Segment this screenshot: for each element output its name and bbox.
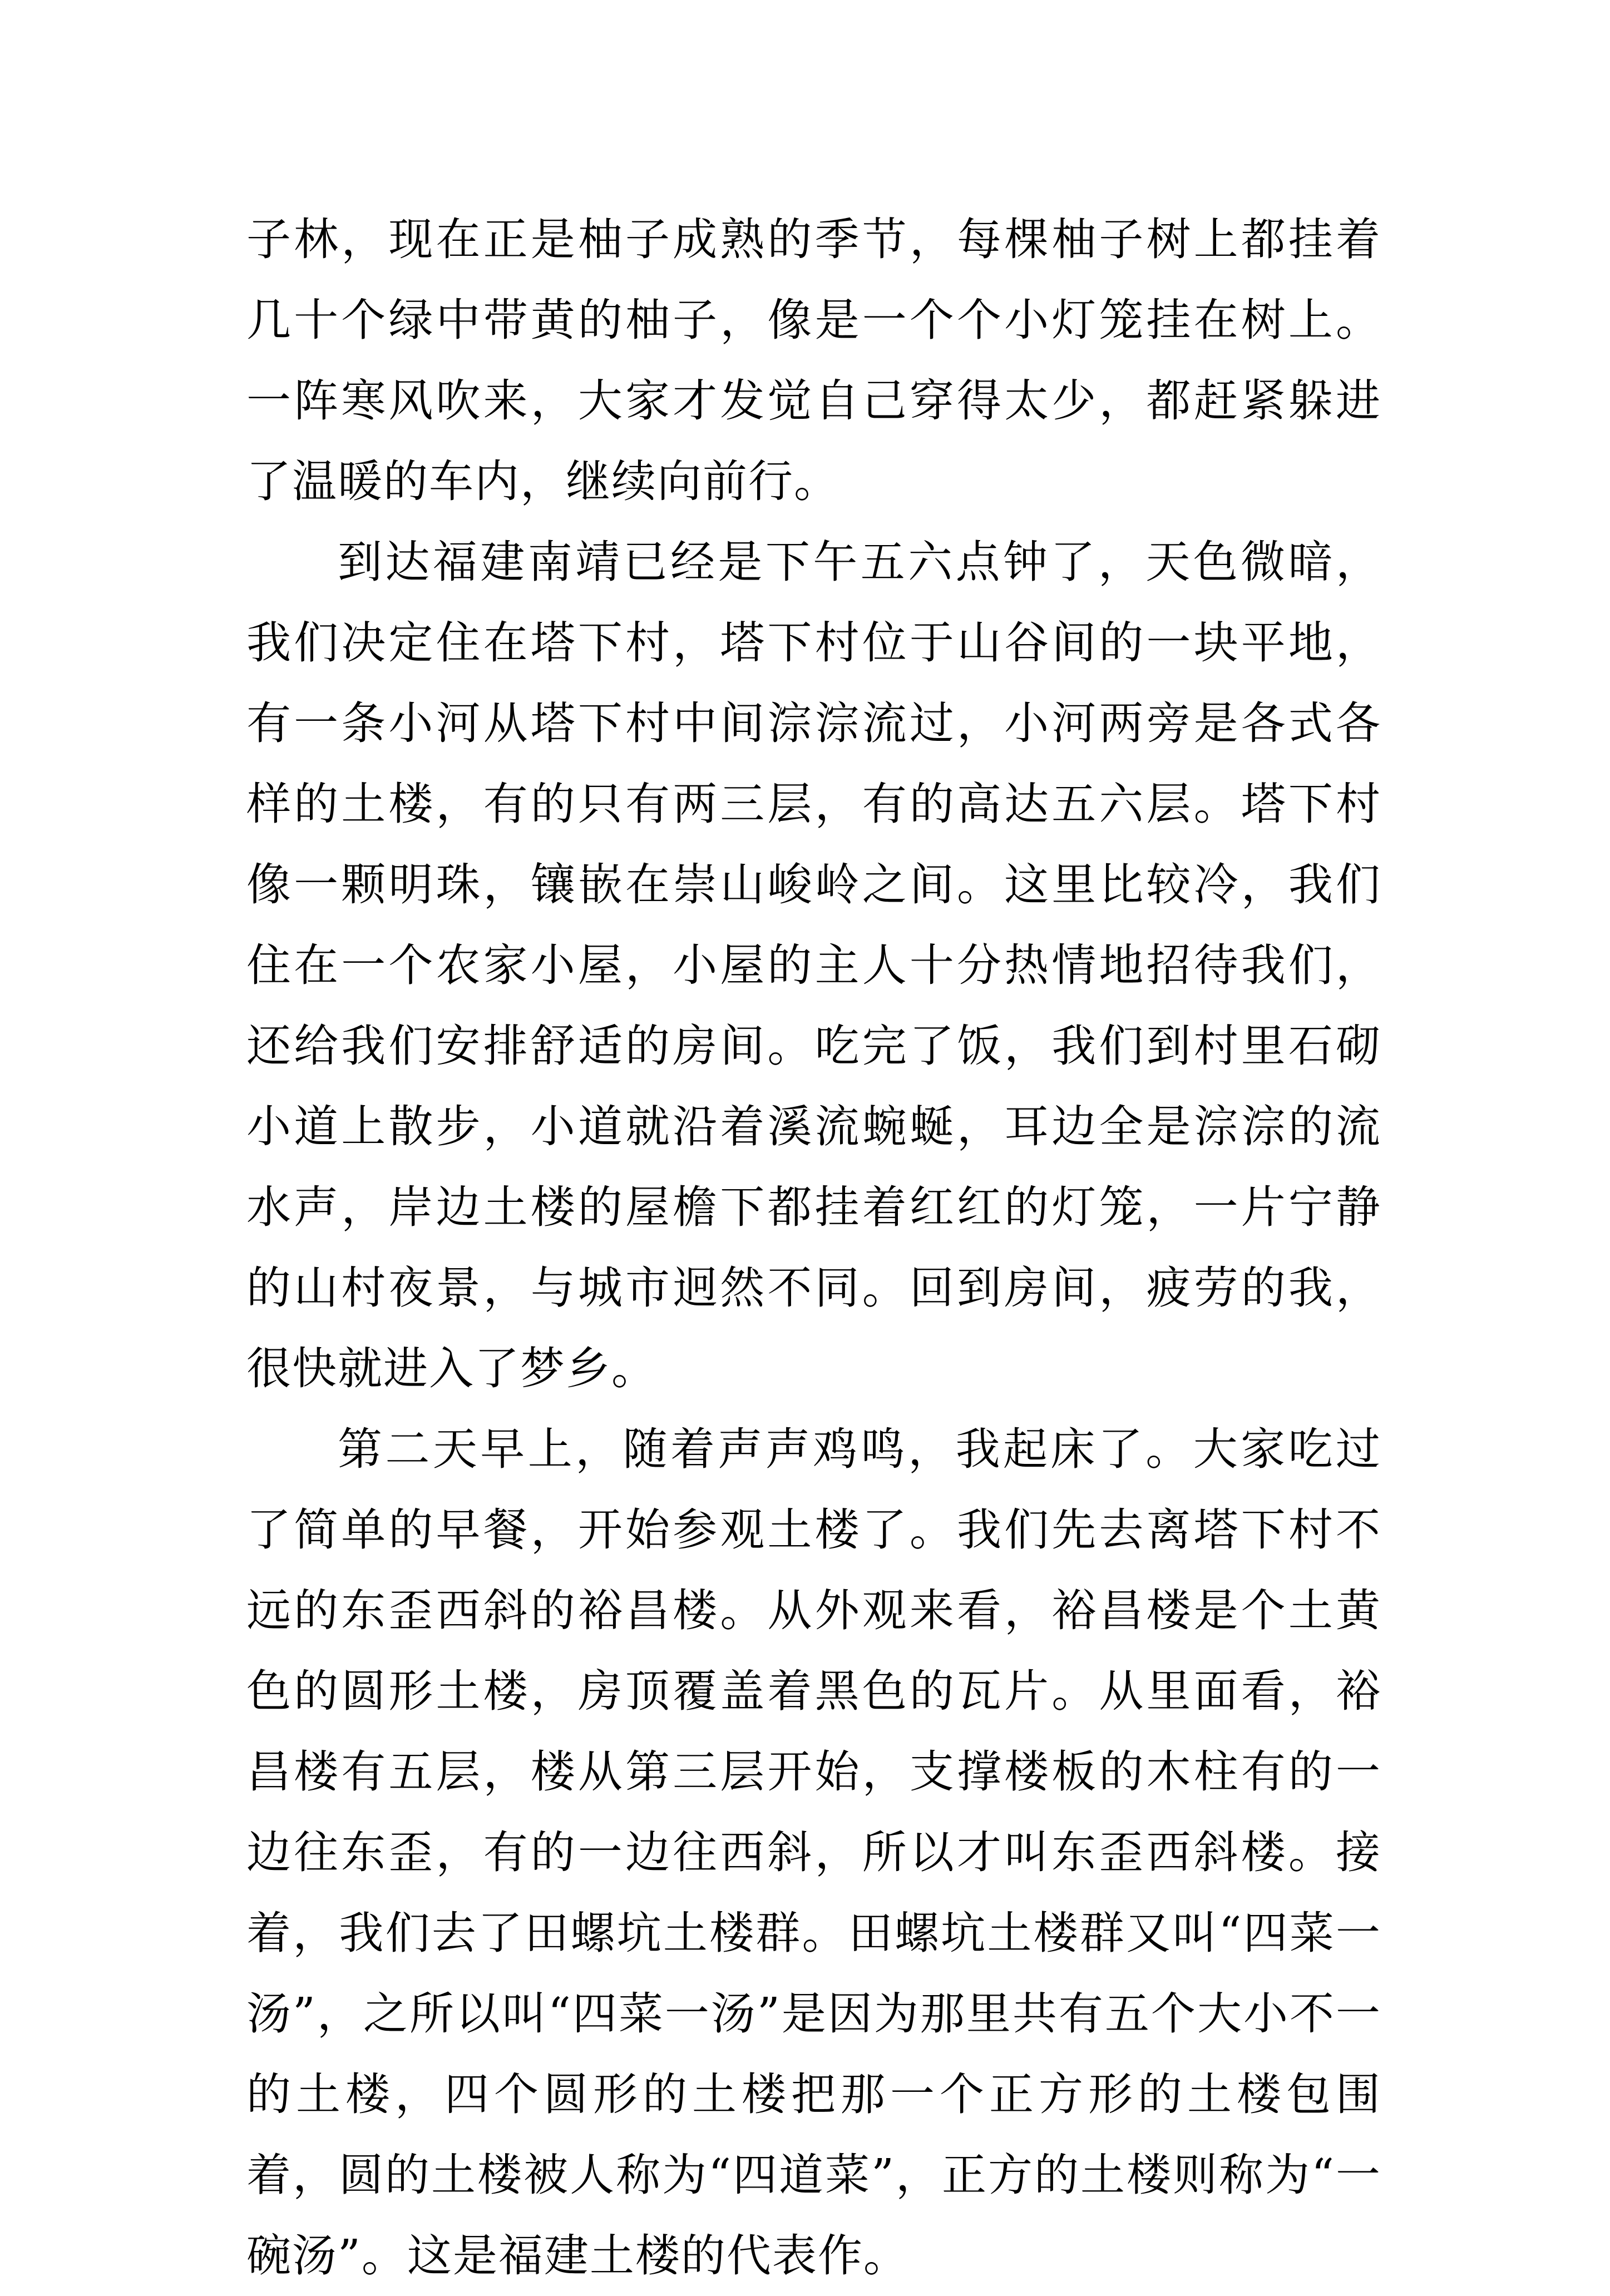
- paragraph-1: 子林，现在正是柚子成熟的季节，每棵柚子树上都挂着几十个绿中带黄的柚子，像是一个个小灯笼挂在树上。一阵寒风吹来，大家才发觉自己穿得太少，都赶紧躲进了温暖的车内，继续向前行。: [246, 214, 1381, 507]
- paragraph-3: 第二天早上，随着声声鸡鸣，我起床了。大家吃过了简单的早餐，开始参观土楼了。我们先去离塔下村不远的东歪西斜的裕昌楼。从外观来看，裕昌楼是个土黄色的圆形土楼，房顶覆盖着黑色的瓦片。从里面看，裕昌楼有五层，楼从第三层开始，支撑楼板的木柱有的一边往东歪，有的一边往西斜，所以才叫东歪西斜楼。接着，我们去了田螺坑土楼群。田螺坑土楼群又叫“四菜一汤”，之所以叫“四菜一汤”是因为那里共有五个大小不一的土楼，四个圆形的土楼把那一个正方形的土楼包围着，圆的土楼被人称为“四道菜”，正方的土楼则称为“一碗汤”。这是福建土楼的代表作。: [246, 1423, 1381, 2282]
- body-text: [246, 199, 1381, 2296]
- paragraph-2: 到达福建南靖已经是下午五六点钟了，天色微暗，我们决定住在塔下村，塔下村位于山谷间的一块平地，有一条小河从塔下村中间淙淙流过，小河两旁是各式各样的土楼，有的只有两三层，有的高达五六层。塔下村像一颗明珠，镶嵌在崇山峻岭之间。这里比较冷，我们住在一个农家小屋，小屋的主人十分热情地招待我们，还给我们安排舒适的房间。吃完了饭，我们到村里石砌小道上散步，小道就沿着溪流蜿蜒，耳边全是淙淙的流水声，岸边土楼的屋檐下都挂着红红的灯笼，一片宁静的山村夜景，与城市迥然不同。回到房间，疲劳的我，很快就进入了梦乡。: [246, 536, 1381, 1394]
